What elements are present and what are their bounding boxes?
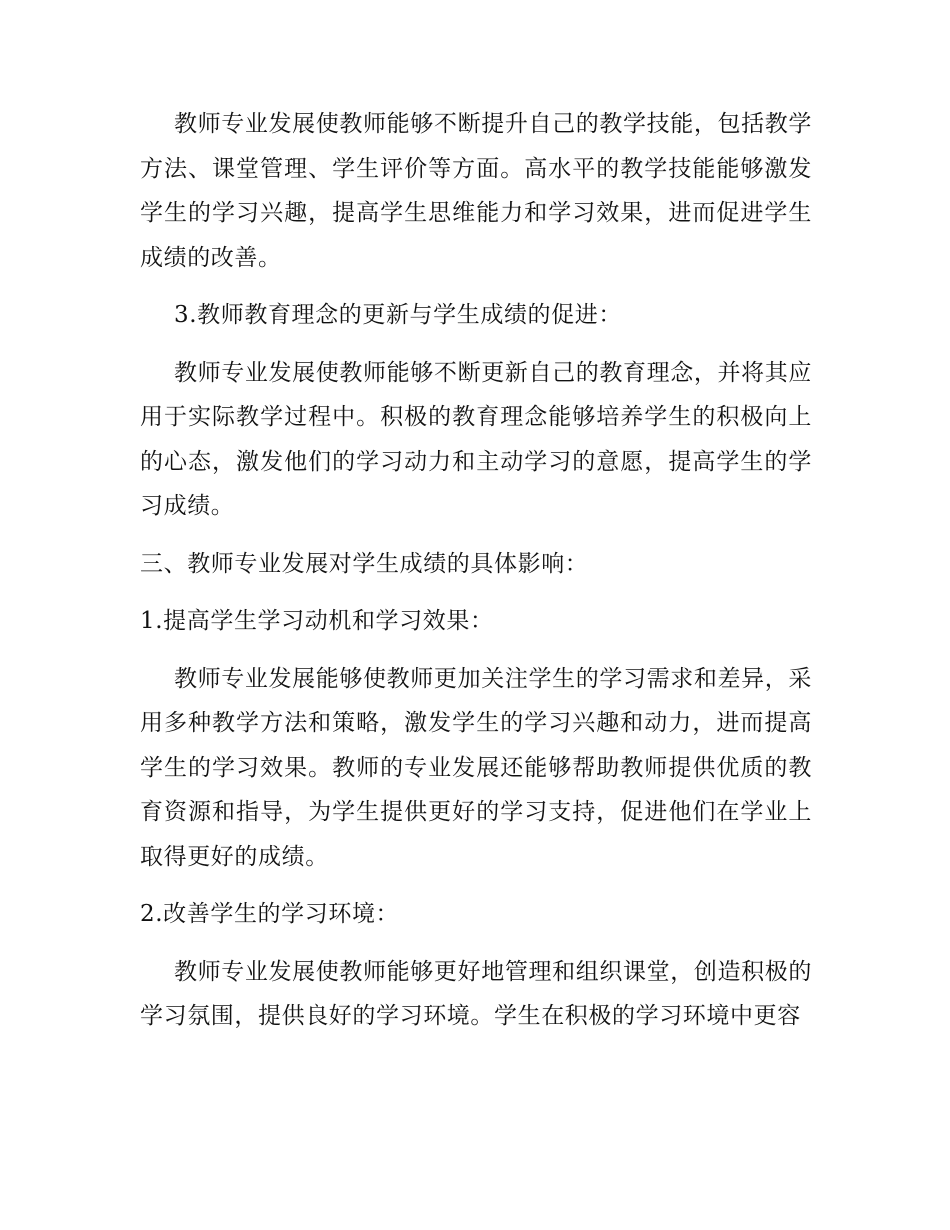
paragraph-gap: [140, 529, 812, 542]
document-page: [140, 102, 812, 1039]
paragraph-learning-environment: 教师专业发展使教师能够更好地管理和组织课堂，创造积极的学习氛围，提供良好的学习环境。学生在积极的学习环境中更容: [140, 958, 812, 1029]
paragraph-education-philosophy: 教师专业发展使教师能够不断更新自己的教育理念，并将其应用于实际教学过程中。积极的教育理念能够培养学生的积极向上的心态，激发他们的学习动力和主动学习的意愿，提高学生的学习成绩。: [140, 359, 812, 519]
section-heading-specific-impact: 三、教师专业发展对学生成绩的具体影响：: [140, 550, 589, 577]
paragraph-gap: [140, 280, 812, 293]
heading-learning-environment: 2.改善学生的学习环境：: [140, 901, 400, 927]
paragraph-gap: [140, 937, 812, 950]
heading-education-philosophy: 3.教师教育理念的更新与学生成绩的促进：: [174, 302, 622, 328]
paragraph-gap: [140, 879, 812, 892]
paragraph-gap: [140, 338, 812, 351]
paragraph-teaching-skills: 教师专业发展使教师能够不断提升自己的教学技能，包括教学方法、课堂管理、学生评价等方面。高水平的教学技能能够激发学生的学习兴趣，提高学生思维能力和学习效果，进而促进学生成绩的改善。: [140, 111, 812, 271]
paragraph-gap: [140, 644, 812, 657]
paragraph-motivation-effect: 教师专业发展能够使教师更加关注学生的学习需求和差异，采用多种教学方法和策略，激发学生的学习兴趣和动力，进而提高学生的学习效果。教师的专业发展还能够帮助教师提供优质的教育资源和指导，为学生提供更好的学习支持，促进他们在学业上取得更好的成绩。: [140, 665, 812, 870]
heading-motivation-effect: 1.提高学生学习动机和学习效果：: [140, 608, 494, 634]
paragraph-gap: [140, 586, 812, 599]
